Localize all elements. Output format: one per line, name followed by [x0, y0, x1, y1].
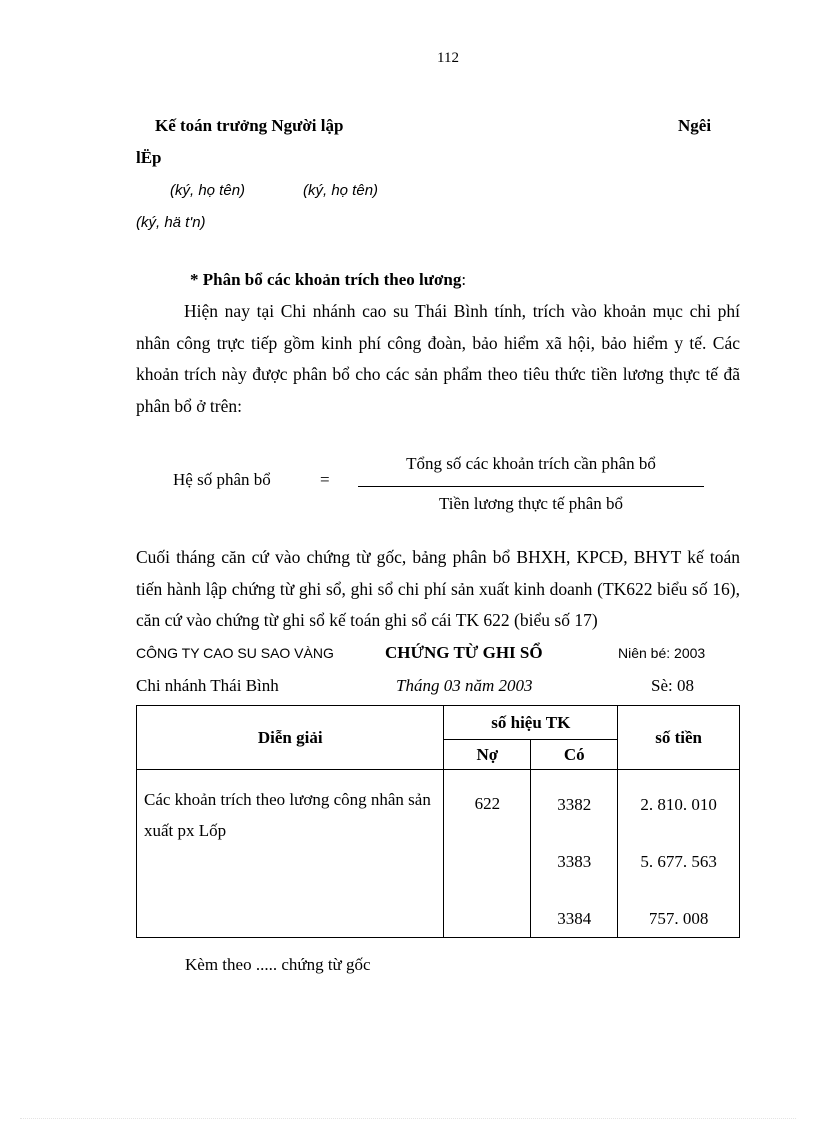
credit-3384: 3384	[557, 909, 592, 928]
signature-sub-2: (ký, họ tên)	[303, 182, 379, 199]
voucher-title: CHỨNG TỪ GHI SỔ	[385, 643, 543, 662]
row-amount-cell	[618, 770, 740, 938]
formula-label: Hệ số phân bổ	[173, 470, 271, 489]
amount-2: 5. 677. 563	[640, 852, 717, 871]
voucher-period: Tháng 03 năm 2003	[396, 676, 533, 695]
table-header-row	[137, 706, 740, 740]
signature-line-left: Kế toán trưởng Người lập	[155, 116, 344, 135]
branch-name: Chi nhánh Thái Bình	[136, 676, 279, 695]
row-debit: 622	[444, 770, 531, 938]
table-row	[137, 770, 740, 938]
amount-1: 2. 810. 010	[640, 795, 717, 814]
voucher-table	[136, 705, 740, 938]
section-heading-text: * Phân bổ các khoản trích theo lương	[190, 270, 462, 289]
amount-3: 757. 008	[648, 909, 709, 928]
voucher-number: Sè: 08	[651, 676, 694, 695]
header-credit: Có	[531, 740, 618, 770]
page-bottom-border	[20, 1118, 796, 1119]
body-paragraph: Hiện nay tại Chi nhánh cao su Thái Bình tính, trích vào khoản mục chi phí nhân công trực tiếp gồm kinh phí công đoàn, bảo hiểm xã hội, bảo hiểm y tế. Các khoản trích này được phân bổ cho các sản phẩm theo tiêu thức tiền lương thực tế đã phân bổ ở trên:	[136, 301, 740, 416]
attachment-note: Kèm theo ..... chứng từ gốc	[185, 955, 371, 974]
voucher-year: Niên bé: 2003	[618, 645, 706, 661]
formula-equals: =	[320, 470, 330, 489]
header-account-group: số hiệu TK	[444, 706, 618, 740]
company-name: CÔNG TY CAO SU SAO VÀNG	[136, 645, 334, 661]
section-heading	[190, 270, 466, 290]
header-amount: số tiền	[618, 706, 740, 770]
signature-line-wrap: lËp	[136, 148, 162, 167]
body-paragraph-2: Cuối tháng căn cứ vào chứng từ gốc, bảng phân bổ BHXH, KPCĐ, BHYT kế toán tiến hành lập chứng từ ghi sổ, ghi sổ chi phí sản xuất kinh doanh (TK622 biểu số 16), căn cứ vào chứng từ ghi sổ kế toán ghi sổ cái TK 622 (biểu số 17)	[136, 547, 740, 630]
signature-sub-1: (ký, họ tên)	[170, 182, 246, 199]
signature-line-right: Ngêi	[678, 116, 712, 135]
section-heading-colon: :	[461, 270, 467, 289]
header-description: Diễn giải	[137, 706, 444, 770]
row-description: Các khoản trích theo lương công nhân sản xuất px Lốp	[137, 770, 444, 938]
header-debit: Nợ	[444, 740, 531, 770]
fraction-line	[358, 486, 704, 487]
credit-3382: 3382	[557, 795, 592, 814]
credit-3383: 3383	[557, 852, 592, 871]
page-number: 112	[437, 50, 459, 66]
row-credit-cell	[531, 770, 618, 938]
formula-numerator: Tổng số các khoản trích cần phân bổ	[406, 454, 656, 473]
signature-sub-3: (ký, hä t'n)	[136, 214, 206, 231]
formula-denominator: Tiền lương thực tế phân bổ	[438, 494, 624, 513]
